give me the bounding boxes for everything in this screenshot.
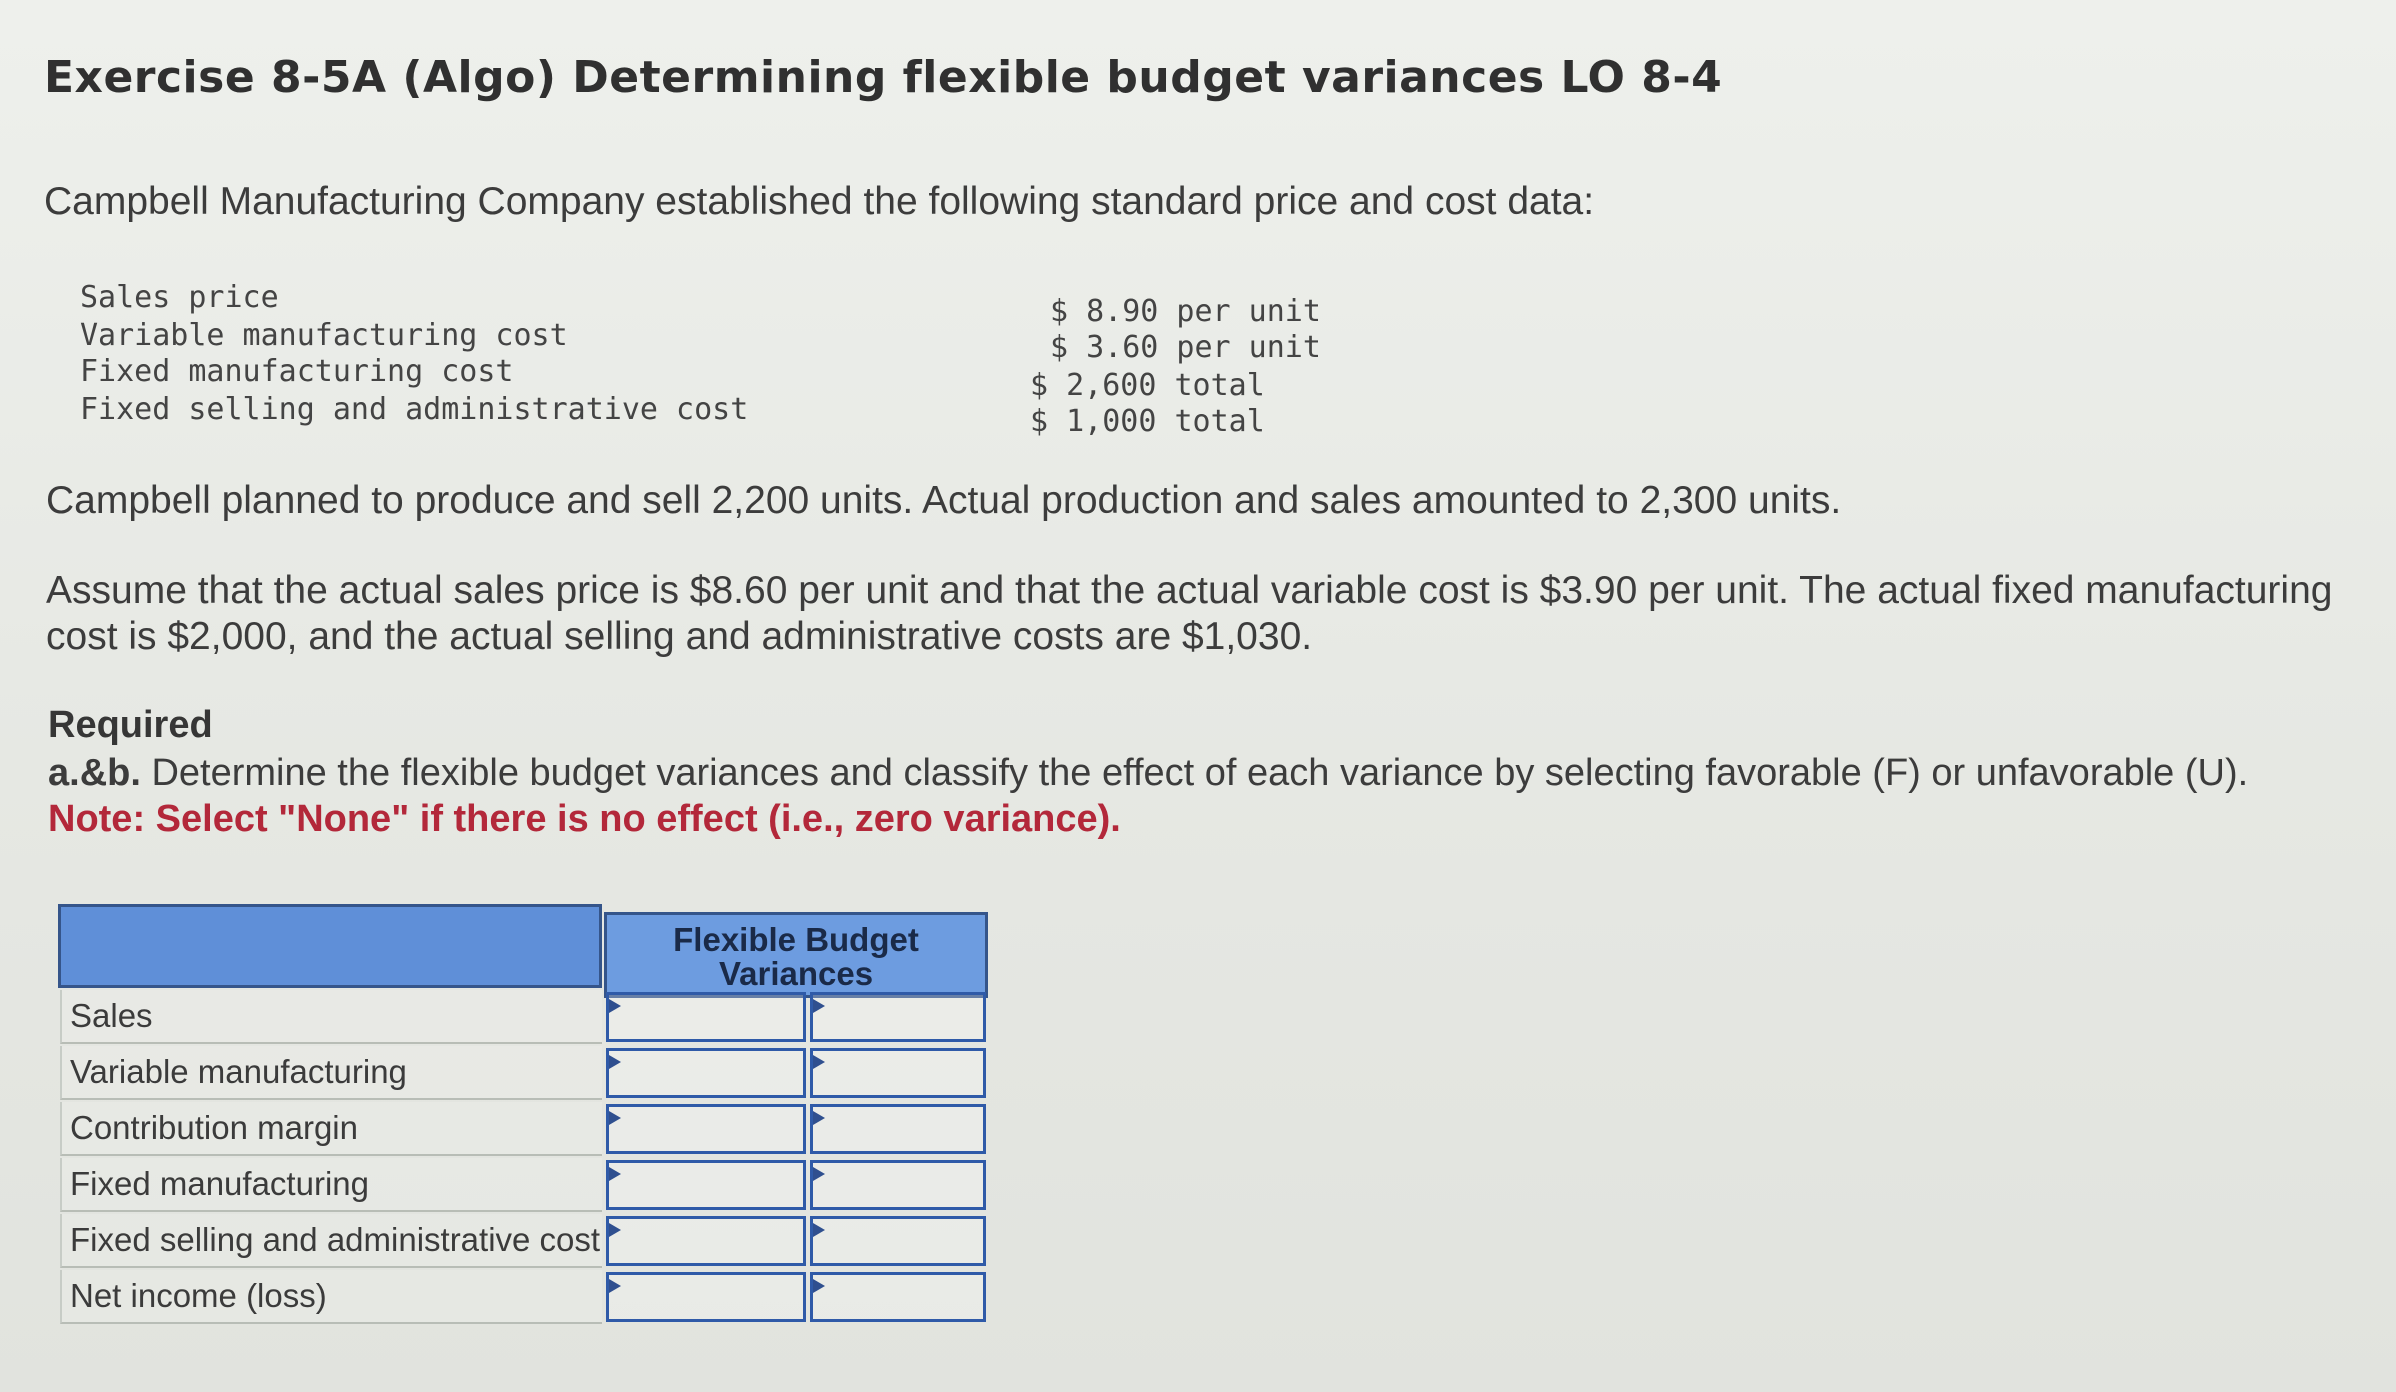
contribution-margin-variance-input[interactable] xyxy=(606,1104,806,1154)
input-marker-icon xyxy=(609,1279,621,1293)
required-heading: Required xyxy=(48,704,213,746)
dropdown-marker-icon xyxy=(813,1279,825,1293)
net-income-effect-select[interactable] xyxy=(810,1272,986,1322)
net-income-variance-input[interactable] xyxy=(606,1272,806,1322)
standard-label: Variable manufacturing cost xyxy=(80,318,568,353)
actual-costs-text xyxy=(46,568,2346,660)
sales-effect-select[interactable] xyxy=(810,992,986,1042)
contribution-margin-effect-select[interactable] xyxy=(810,1104,986,1154)
intro-text: Campbell Manufacturing Company established the following standard price and cost data: xyxy=(44,180,1595,223)
row-label-net-income: Net income (loss) xyxy=(60,1270,602,1324)
table-row xyxy=(58,1102,988,1156)
standard-value: $ 2,600 total xyxy=(1030,368,1265,403)
standard-label: Fixed manufacturing cost xyxy=(80,354,514,389)
input-marker-icon xyxy=(609,1223,621,1237)
dropdown-marker-icon xyxy=(813,1111,825,1125)
dropdown-marker-icon xyxy=(813,1167,825,1181)
standard-label: Fixed selling and administrative cost xyxy=(80,392,749,427)
row-label-fixed-selling-admin: Fixed selling and administrative cost xyxy=(60,1214,602,1268)
planned-production-text: Campbell planned to produce and sell 2,200 units. Actual production and sales amounted to 2,300 units. xyxy=(46,479,1842,522)
dropdown-marker-icon xyxy=(813,1223,825,1237)
required-instructions xyxy=(48,752,2248,795)
table-row xyxy=(58,1214,988,1268)
dropdown-marker-icon xyxy=(813,999,825,1013)
variable-manufacturing-variance-input[interactable] xyxy=(606,1048,806,1098)
input-marker-icon xyxy=(609,1111,621,1125)
table-row xyxy=(58,990,988,1044)
fixed-selling-admin-variance-input[interactable] xyxy=(606,1216,806,1266)
table-header-blank xyxy=(58,904,602,988)
table-row xyxy=(58,1270,988,1324)
required-part-label: a.&b. xyxy=(48,752,141,794)
required-note: Note: Select "None" if there is no effect (i.e., zero variance). xyxy=(48,798,1121,840)
header-line-1: Flexible Budget xyxy=(673,921,919,958)
variable-manufacturing-effect-select[interactable] xyxy=(810,1048,986,1098)
standard-value: $ 8.90 per unit xyxy=(1050,294,1321,329)
standard-label: Sales price xyxy=(80,280,279,315)
input-marker-icon xyxy=(609,999,621,1013)
input-marker-icon xyxy=(609,1055,621,1069)
fixed-manufacturing-variance-input[interactable] xyxy=(606,1160,806,1210)
page-title: Exercise 8-5A (Algo) Determining flexible budget variances LO 8-4 xyxy=(44,52,1723,103)
fixed-manufacturing-effect-select[interactable] xyxy=(810,1160,986,1210)
dropdown-marker-icon xyxy=(813,1055,825,1069)
fixed-selling-admin-effect-select[interactable] xyxy=(810,1216,986,1266)
row-label-contribution-margin: Contribution margin xyxy=(60,1102,602,1156)
row-label-sales: Sales xyxy=(60,990,602,1044)
input-marker-icon xyxy=(609,1167,621,1181)
variance-answer-table xyxy=(58,904,988,1328)
standard-value: $ 3.60 per unit xyxy=(1050,330,1321,365)
row-label-variable-manufacturing: Variable manufacturing xyxy=(60,1046,602,1100)
sales-variance-input[interactable] xyxy=(606,992,806,1042)
required-instruction-text: Determine the flexible budget variances and classify the effect of each variance by selecting favorable (F) or unfavorable (U). xyxy=(140,752,2249,794)
header-line-2: Variances xyxy=(718,955,874,992)
row-label-fixed-manufacturing: Fixed manufacturing xyxy=(60,1158,602,1212)
standard-value: $ 1,000 total xyxy=(1030,404,1265,439)
table-row xyxy=(58,1046,988,1100)
actual-costs-line-1: Assume that the actual sales price is $8.60 per unit and that the actual variable cost is $3.90 per unit. The actual fixed manufacturing xyxy=(46,569,2333,612)
table-row xyxy=(58,1158,988,1212)
actual-costs-line-2: cost is $2,000, and the actual selling and administrative costs are $1,030. xyxy=(46,615,1313,658)
table-header-flexible-budget-variances xyxy=(604,912,988,998)
